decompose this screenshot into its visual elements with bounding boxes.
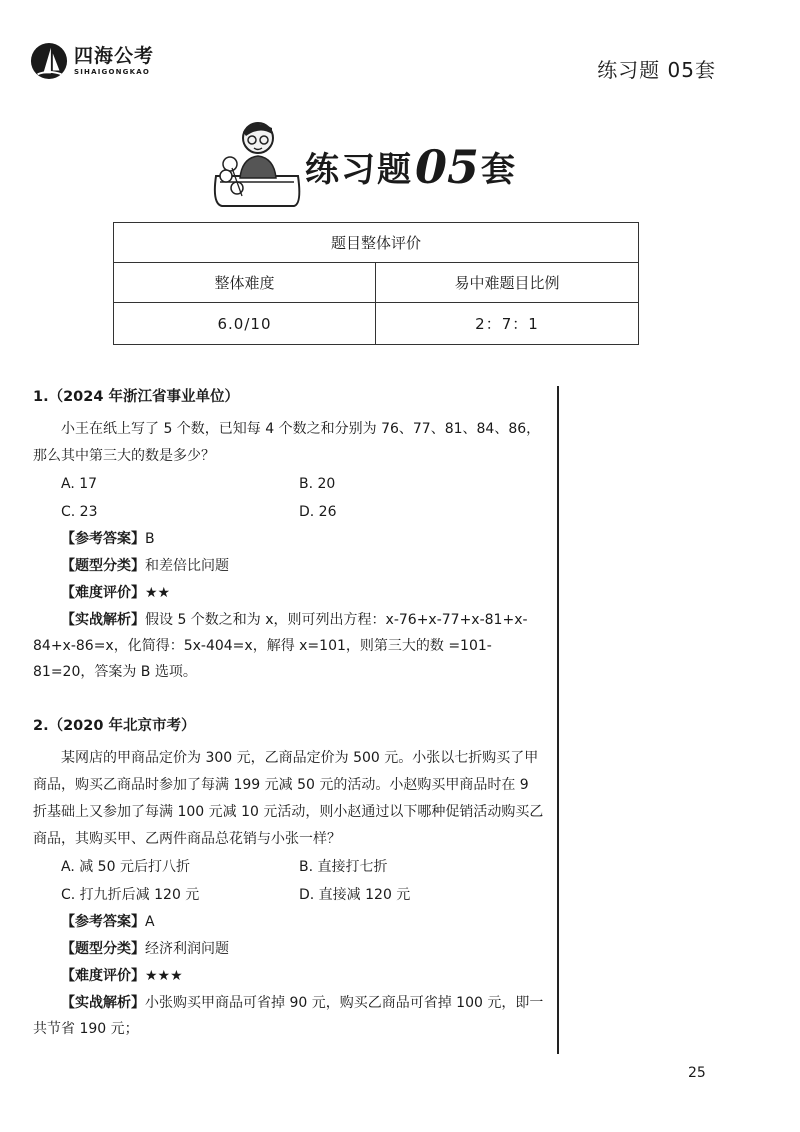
option-a: A. 减 50 元后打八折 — [61, 859, 190, 875]
answer-line — [33, 909, 545, 936]
logo-text-en: SIHAIGONGKAO — [74, 68, 151, 76]
eval-col2-value: 2：7：1 — [376, 303, 639, 345]
option-b: B. 直接打七折 — [299, 859, 388, 875]
analysis-text: 假设 5 个数之和为 x，则可列出方程：x-76+x-77+x-81+x-84+x-86=x，化简得：5x-404=x，解得 x=101，则第三大的数 =101-81=20，答案为 B 选项。 — [33, 612, 528, 680]
eval-col2-label: 易中难题目比例 — [376, 263, 639, 303]
eval-table-heading: 题目整体评价 — [114, 223, 639, 263]
logo-text-cn: 四海公考 — [74, 45, 155, 67]
answer-line — [33, 526, 545, 553]
column-divider — [557, 386, 559, 1054]
big-title-text-c: 套 — [481, 150, 518, 190]
eval-col1-value: 6.0/10 — [114, 303, 376, 345]
option-b: B. 20 — [299, 476, 336, 492]
question-stem: 小王在纸上写了 5 个数，已知每 4 个数之和分别为 76、77、81、84、86，那么其中第三大的数是多少？ — [33, 421, 541, 464]
analysis-text: 小张购买甲商品可省掉 90 元，购买乙商品可省掉 100 元，即一共节省 190 元； — [33, 995, 544, 1037]
option-c: C. 打九折后减 120 元 — [61, 887, 200, 903]
difficulty-stars: ★★★ — [145, 968, 183, 984]
difficulty-label: 【难度评价】 — [61, 968, 145, 984]
type-line — [33, 936, 545, 963]
answer-label: 【参考答案】 — [61, 531, 145, 547]
option-d: D. 直接减 120 元 — [299, 887, 411, 903]
type-value: 和差倍比问题 — [145, 558, 229, 574]
page-number: 25 — [688, 1065, 706, 1081]
option-a: A. 17 — [61, 476, 98, 492]
difficulty-line — [33, 580, 545, 607]
option-d: D. 26 — [299, 504, 337, 520]
type-value: 经济利润问题 — [145, 941, 229, 957]
option-c: C. 23 — [61, 504, 98, 520]
analysis-label: 【实战解析】 — [61, 612, 145, 628]
page-big-title — [305, 140, 518, 194]
evaluation-table — [113, 222, 639, 345]
header-title: 练习题 05套 — [597, 58, 716, 82]
option-list — [33, 853, 545, 909]
teacher-cartoon-icon — [212, 116, 302, 210]
option-list — [33, 470, 545, 526]
question-heading: 1.（2024 年浙江省事业单位） — [33, 389, 240, 405]
answer-value: A — [145, 914, 155, 930]
type-line — [33, 553, 545, 580]
answer-value: B — [145, 531, 155, 547]
type-label: 【题型分类】 — [61, 558, 145, 574]
analysis-paragraph — [33, 607, 545, 685]
question-1 — [33, 386, 545, 685]
header-logo — [30, 42, 154, 80]
question-stem: 某网店的甲商品定价为 300 元，乙商品定价为 500 元。小张以七折购买了甲商品，购买乙商品时参加了每满 199 元减 50 元的活动。小赵购买甲商品时在 9 折基础上又参加了每满 100 元减 10 元活动，则小赵通过以下哪种促销活动购买乙商品，其购买甲、乙两件商品总花销与小张一样？ — [33, 750, 544, 847]
analysis-label: 【实战解析】 — [61, 995, 145, 1011]
question-heading: 2.（2020 年北京市考） — [33, 718, 196, 734]
question-content — [33, 386, 545, 1042]
big-title-text-a: 练习题 — [305, 150, 413, 190]
difficulty-line — [33, 963, 545, 990]
answer-label: 【参考答案】 — [61, 914, 145, 930]
analysis-paragraph — [33, 990, 545, 1042]
type-label: 【题型分类】 — [61, 941, 145, 957]
logo-sail-icon — [30, 42, 68, 80]
difficulty-label: 【难度评价】 — [61, 585, 145, 601]
question-2 — [33, 715, 545, 1042]
big-title-number: 05 — [415, 140, 480, 194]
title-area — [0, 110, 800, 210]
eval-col1-label: 整体难度 — [114, 263, 376, 303]
difficulty-stars: ★★ — [145, 585, 171, 601]
